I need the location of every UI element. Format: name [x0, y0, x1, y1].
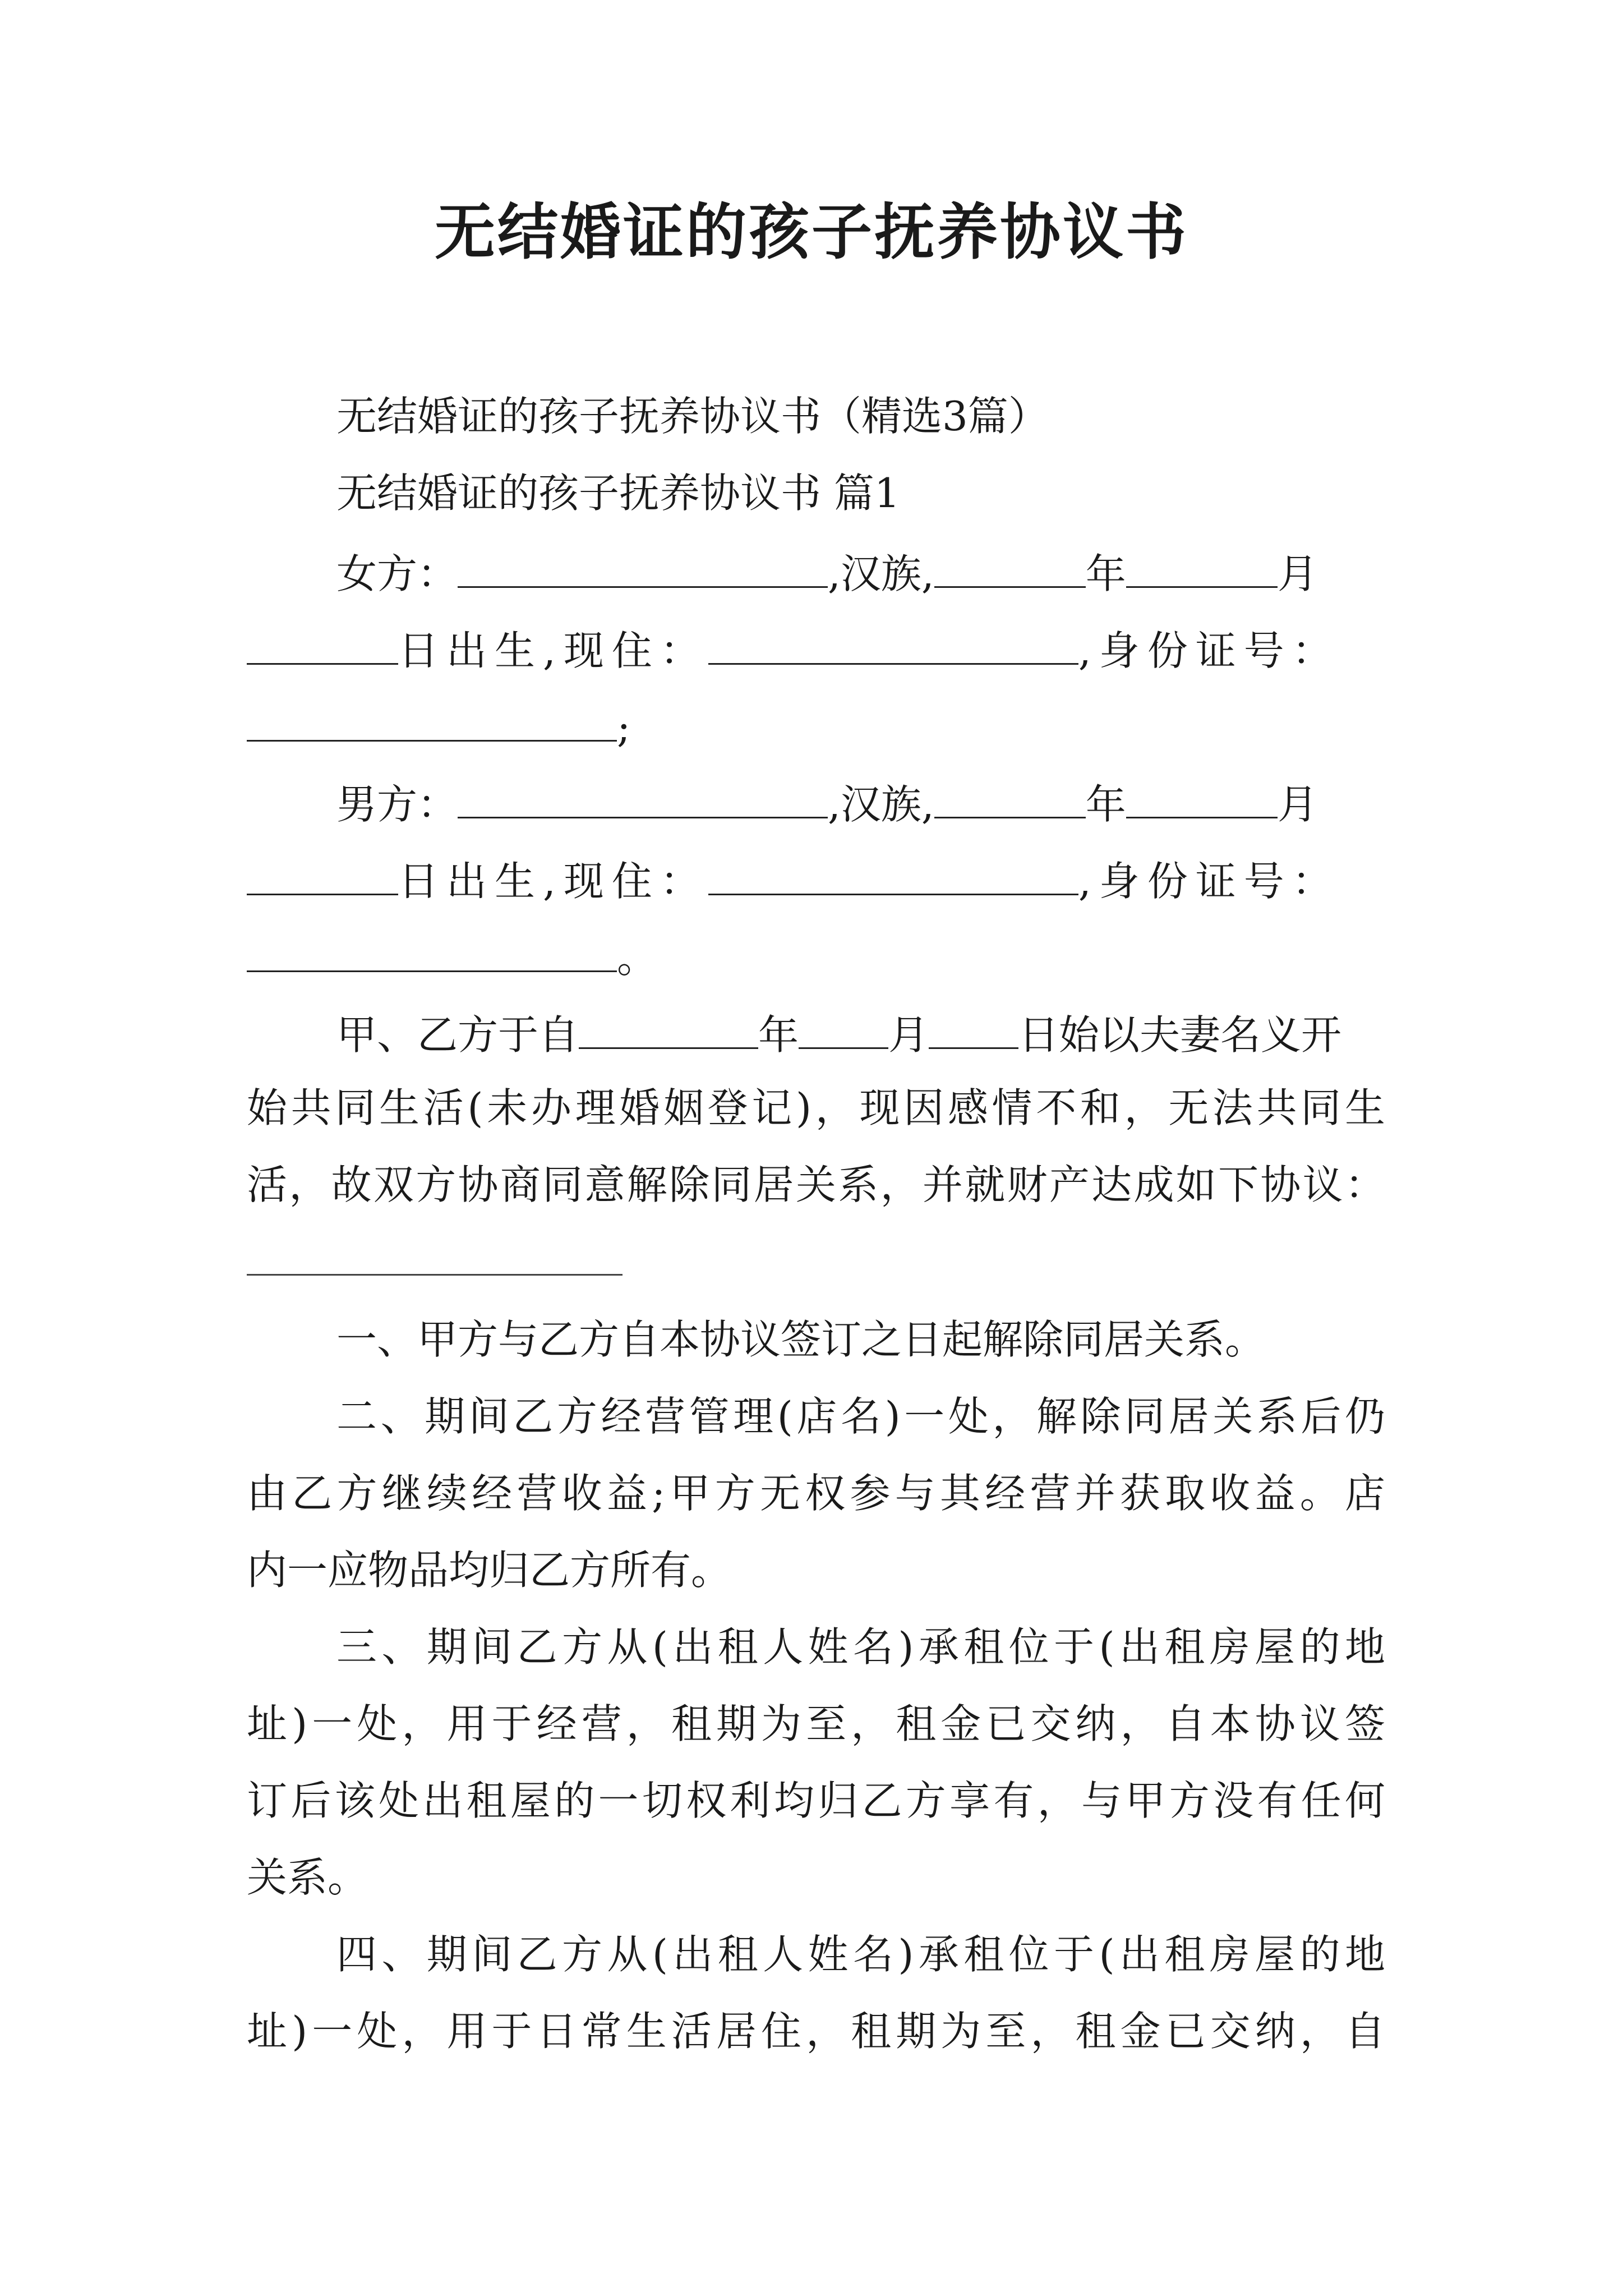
male-birth-month-blank: [1126, 780, 1278, 818]
female-month-label: 月: [1277, 550, 1318, 597]
clause-2-line-2: 由乙方继续经营收益;甲方无权参与其经营并获取收益。店: [247, 1470, 1385, 1517]
female-name-blank: [458, 550, 828, 588]
intro-line-3: 活，故双方协商同意解除同居关系，并就财产达成如下协议：: [247, 1161, 1385, 1208]
female-ethnicity: ,汉族,: [828, 550, 934, 597]
intro-month-label: 月: [888, 1011, 929, 1059]
intro-month-blank: [799, 1011, 888, 1049]
intro-line1-end: 日始以夫妻名义开: [1018, 1011, 1342, 1059]
female-birth-month-blank: [1126, 550, 1278, 588]
male-id-blank: [247, 934, 617, 972]
female-birth-residence-label: 日出生,现住：: [398, 627, 708, 674]
male-month-label: 月: [1277, 780, 1318, 828]
intro-year-blank: [579, 1011, 758, 1049]
section-heading: 无结婚证的孩子抚养协议书 篇1: [336, 470, 900, 517]
intro-line-2: 始共同生活(未办理婚姻登记)，现因感情不和，无法共同生: [247, 1084, 1385, 1131]
male-party-line: [336, 780, 1318, 828]
female-id-label: ,身份证号：: [1078, 627, 1340, 674]
male-birth-year-blank: [934, 780, 1086, 818]
clause-1-line-1: 一、甲方与乙方自本协议签订之日起解除同居关系。: [336, 1316, 1266, 1363]
clause-4-line-1: 四、期间乙方从(出租人姓名)承租位于(出租房屋的地: [336, 1931, 1385, 1978]
female-residence-blank: [708, 627, 1078, 665]
male-residence-blank: [708, 857, 1078, 895]
male-id-label: ,身份证号：: [1078, 857, 1340, 905]
clause-3-line-3: 订后该处出租屋的一切权利均归乙方享有，与甲方没有任何: [247, 1777, 1385, 1824]
subtitle: 无结婚证的孩子抚养协议书（精选3篇）: [336, 393, 1049, 440]
female-id-line: [247, 703, 631, 751]
intro-day-blank: [929, 1011, 1018, 1049]
male-label: 男方：: [336, 780, 458, 828]
male-ethnicity: ,汉族,: [828, 780, 934, 828]
female-id-blank: [247, 703, 617, 742]
male-birth-day-blank: [247, 857, 398, 895]
female-birth-year-blank: [934, 550, 1086, 588]
clause-3-line-4: 关系。: [247, 1854, 368, 1901]
male-birth-residence-label: 日出生,现住：: [398, 857, 708, 905]
clause-2-line-1: 二、期间乙方经营管理(店名)一处，解除同居关系后仍: [336, 1393, 1385, 1440]
intro-line-1: [336, 1011, 1342, 1059]
female-party-line: [336, 550, 1318, 597]
male-end: 。: [617, 934, 658, 982]
male-birth-line: [247, 857, 1340, 905]
female-birth-day-blank: [247, 627, 398, 665]
male-name-blank: [458, 780, 828, 818]
female-label: 女方：: [336, 550, 458, 597]
male-id-line: [247, 934, 658, 982]
female-birth-line: [247, 627, 1340, 674]
clause-4-line-2: 址)一处，用于日常生活居住，租期为至，租金已交纳，自: [247, 2008, 1385, 2055]
separator-line: [247, 1274, 623, 1276]
clause-2-line-3: 内一应物品均归乙方所有。: [247, 1547, 732, 1594]
clause-3-line-1: 三、期间乙方从(出租人姓名)承租位于(出租房屋的地: [336, 1623, 1385, 1671]
document-title: 无结婚证的孩子抚养协议书: [434, 197, 1188, 268]
male-year-label: 年: [1085, 780, 1126, 828]
female-year-label: 年: [1085, 550, 1126, 597]
clause-3-line-2: 址)一处，用于经营，租期为至，租金已交纳，自本协议签: [247, 1700, 1385, 1747]
intro-start: 甲、乙方于自: [336, 1011, 579, 1059]
intro-year-label: 年: [758, 1011, 799, 1059]
female-end: ;: [617, 703, 631, 751]
